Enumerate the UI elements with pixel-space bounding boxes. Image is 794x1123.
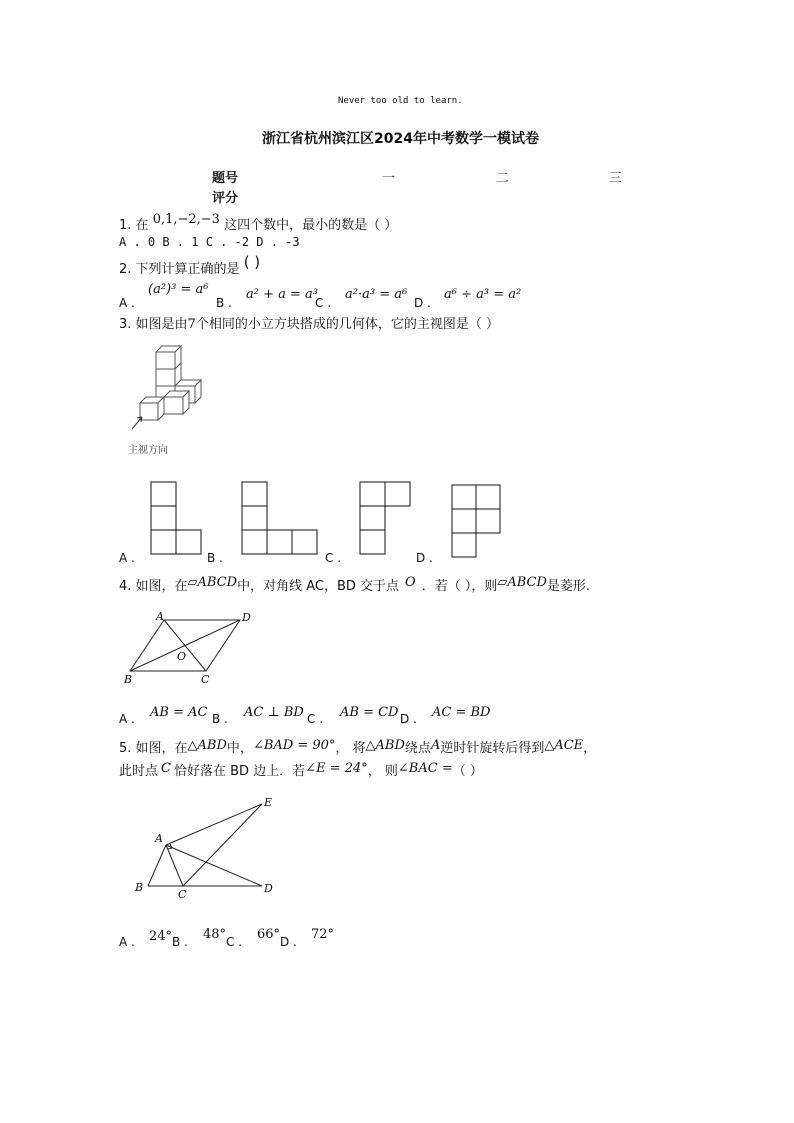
q5-l1-point-a: A bbox=[430, 738, 441, 753]
q1-options: A . 0 B . 1 C . -2 D . -3 bbox=[119, 235, 300, 249]
score-col-1: 一 bbox=[382, 171, 396, 186]
motto: Never too old to learn. bbox=[338, 96, 463, 106]
score-col-2: 二 bbox=[496, 171, 510, 186]
q5-l2-angle-bac: ∠BAC = bbox=[397, 761, 453, 776]
q5-l1-text4: 绕点 bbox=[404, 741, 431, 756]
q5-triangle-figure bbox=[128, 792, 280, 898]
q3-option-a-figure[interactable] bbox=[150, 481, 202, 557]
q5-l1-triangle-abd-2: △ABD bbox=[365, 738, 405, 753]
q2-stem-text: 2. 下列计算正确的是 bbox=[119, 262, 240, 277]
q5-option-b-math: 48° bbox=[203, 927, 227, 942]
q2-option-d-label: D . bbox=[414, 296, 431, 310]
q1-stem-suffix: 这四个数中，最小的数是（ ） bbox=[224, 218, 398, 233]
q4-stem-suffix: 是菱形. bbox=[546, 579, 591, 594]
q4-label-a: A bbox=[156, 610, 164, 623]
q4-parallelogram-2: ▱ABCD bbox=[497, 575, 547, 590]
q5-option-d-label: D . bbox=[280, 935, 297, 949]
q4-stem bbox=[119, 575, 590, 594]
q3-option-d-figure[interactable] bbox=[451, 484, 501, 560]
q3-view-caption: 主视方向 bbox=[128, 445, 168, 456]
q5-l2-point-c: C bbox=[161, 761, 171, 776]
q4-option-a-math: AB = AC bbox=[150, 705, 208, 720]
q4-option-d-math: AC = BD bbox=[432, 705, 491, 720]
q5-option-d-math: 72° bbox=[311, 927, 335, 942]
q2-stem bbox=[119, 253, 261, 277]
q3-option-d-label: D . bbox=[416, 551, 433, 565]
q4-option-c-math: AB = CD bbox=[340, 705, 399, 720]
q5-option-a-label: A . bbox=[119, 935, 135, 949]
q2-option-b-label: B . bbox=[216, 296, 232, 310]
q3-stem-suffix: 个相同的小立方块搭成的几何体，它的主视图是（ ） bbox=[195, 317, 499, 332]
q4-option-d-label: D . bbox=[400, 712, 417, 726]
q4-label-d: D bbox=[242, 611, 251, 624]
q5-stem-line1 bbox=[119, 737, 596, 756]
q5-l1-text6: ， bbox=[583, 741, 597, 756]
q4-label-o: O bbox=[177, 650, 187, 663]
q4-parallelogram-1: ▱ABCD bbox=[187, 575, 238, 590]
q5-l1-text1: 5. 如图，在 bbox=[119, 741, 188, 756]
q4-stem-mid: 中，对角线 AC，BD 交于点 bbox=[237, 579, 400, 594]
q3-cube-count: 7 bbox=[187, 317, 196, 332]
q3-option-b-label: B . bbox=[207, 551, 223, 565]
q3-cube-figure bbox=[128, 345, 208, 430]
q1-stem-prefix: 1. 在 bbox=[119, 218, 149, 233]
q4-label-c: C bbox=[201, 673, 210, 686]
q4-option-b-math: AC ⊥ BD bbox=[244, 705, 304, 720]
q5-l2-text4: （ ） bbox=[452, 764, 483, 779]
q5-option-a-math: 24° bbox=[149, 929, 173, 944]
q2-option-a-math: (a²)³ = a⁶ bbox=[148, 282, 209, 297]
q5-label-a: A bbox=[155, 832, 163, 845]
q2-option-c-label: C . bbox=[315, 296, 332, 310]
q5-l1-triangle-abd: △ABD bbox=[187, 738, 227, 753]
q5-label-b: B bbox=[135, 881, 144, 894]
q2-option-a-label: A . bbox=[119, 296, 135, 310]
q5-l2-angle-e: ∠E = 24° bbox=[305, 761, 368, 776]
q5-option-c-math: 66° bbox=[257, 927, 281, 942]
q4-stem-mid2: ．若（ ），则 bbox=[421, 579, 498, 594]
score-row-number-label: 题号 bbox=[212, 171, 239, 186]
q5-stem-line2 bbox=[119, 760, 483, 779]
q4-stem-prefix: 4. 如图，在 bbox=[119, 579, 188, 594]
q3-option-a-label: A . bbox=[119, 551, 135, 565]
q5-l1-text5: 逆时针旋转后得到 bbox=[440, 741, 545, 756]
q3-option-c-figure[interactable] bbox=[359, 481, 411, 557]
q3-stem bbox=[119, 313, 499, 332]
q2-paren: ( ) bbox=[243, 253, 261, 271]
q5-label-d: D bbox=[264, 882, 273, 895]
q2-option-c-math: a²·a³ = a⁶ bbox=[345, 287, 408, 302]
q2-option-b-math: a² + a = a³ bbox=[246, 287, 318, 302]
q5-l1-angle-bad: ∠BAD = 90° bbox=[252, 738, 336, 753]
q3-option-b-figure[interactable] bbox=[241, 481, 319, 557]
q5-l2-text3: ， 则 bbox=[367, 764, 398, 779]
q5-l1-text2: 中， bbox=[226, 741, 253, 756]
q4-option-c-label: C . bbox=[307, 712, 324, 726]
q4-parallelogram-figure bbox=[118, 606, 258, 688]
score-col-3: 三 bbox=[609, 171, 623, 186]
q4-option-b-label: B . bbox=[212, 712, 228, 726]
q5-l2-text1: 此时点 bbox=[119, 764, 159, 779]
q5-l1-triangle-ace: △ACE bbox=[544, 738, 584, 753]
q4-point-o: O bbox=[405, 575, 416, 590]
q3-stem-prefix: 3. 如图是由 bbox=[119, 317, 188, 332]
q5-label-e: E bbox=[264, 796, 273, 809]
score-row-score-label: 评分 bbox=[212, 191, 239, 206]
q4-label-b: B bbox=[124, 673, 133, 686]
q5-l2-text2: 恰好落在 BD 边上．若 bbox=[173, 764, 306, 779]
q1-stem bbox=[119, 214, 397, 233]
q2-option-d-math: a⁶ ÷ a³ = a² bbox=[444, 287, 522, 302]
q5-option-c-label: C . bbox=[226, 935, 243, 949]
page-title: 浙江省杭州滨江区2024年中考数学一模试卷 bbox=[262, 131, 539, 147]
q5-option-b-label: B . bbox=[172, 935, 188, 949]
q1-number-list: 0,1,−2,−3 bbox=[152, 212, 220, 227]
q5-l1-text3: ， 将 bbox=[335, 741, 366, 756]
q3-option-c-label: C . bbox=[325, 551, 342, 565]
q5-label-c: C bbox=[178, 888, 187, 898]
q4-option-a-label: A . bbox=[119, 712, 135, 726]
